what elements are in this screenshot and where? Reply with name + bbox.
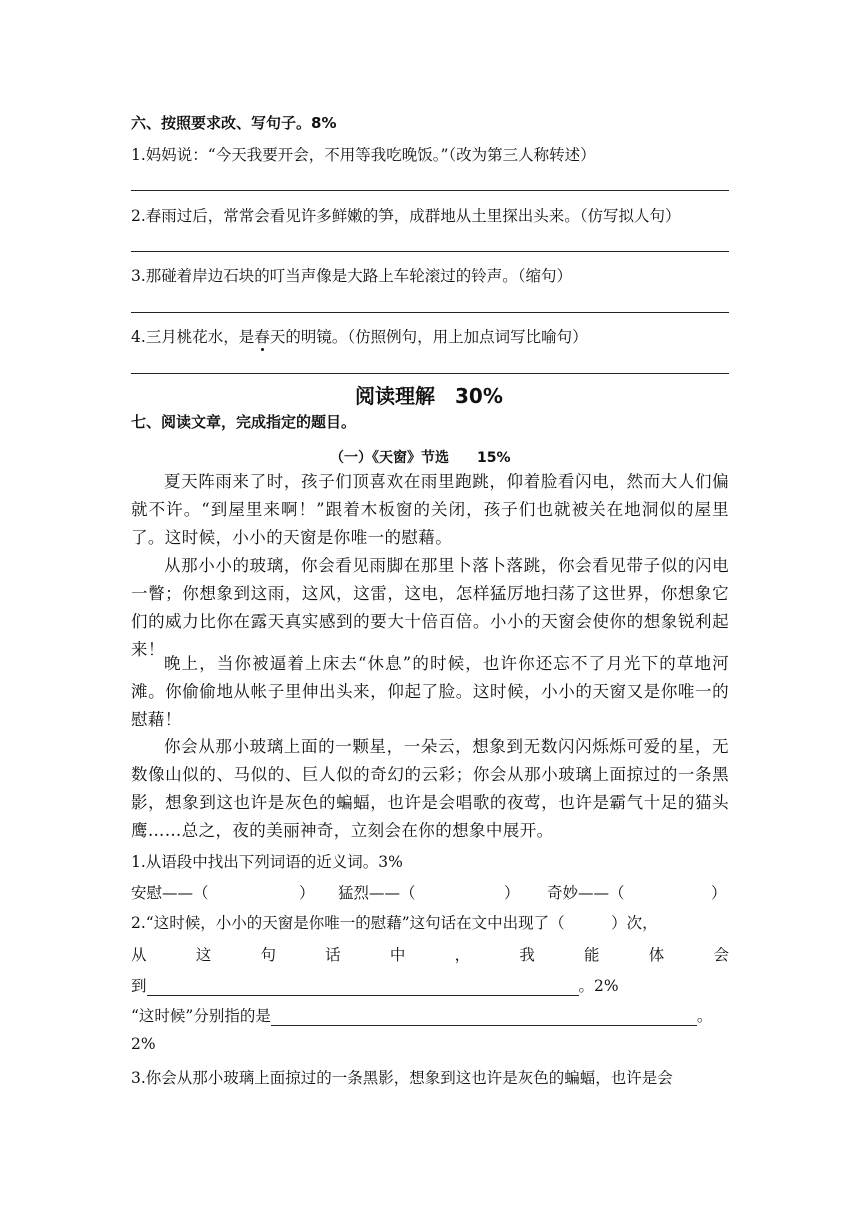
question-6-2: 2.春雨过后，常常会看见许多鲜嫩的笋，成群地从土里探出头来。（仿写拟人句） [131,207,681,225]
section-7-heading: 七、阅读文章，完成指定的题目。 [131,413,357,431]
spread-char: 能 [584,946,600,964]
question-6-4 [131,325,588,347]
spread-char: 句 [260,946,276,964]
answer-line [131,190,729,191]
fill-blank[interactable] [147,979,579,996]
spread-char: 我 [519,946,535,964]
question-6-3: 3.那碰着岸边石块的叮当声像是大路上车轮滚过的铃声。（缩句） [131,267,573,285]
answer-line [131,251,729,252]
fill-prefix: 到 [131,977,147,995]
question-7-3: 3.你会从那小玻璃上面掠过的一条黑影，想象到这也许是灰色的蝙蝠，也许是会 [131,1069,673,1087]
passage-title: （一）《天窗》节选 15% [330,450,511,466]
reading-title: 阅读理解 30% [355,384,503,408]
passage-paragraph-2: 从那小小的玻璃，你会看见雨脚在那里卜落卜落跳，你会看见带子似的闪电一瞥；你想象到这雨，这风，这雷，这电，怎样猛厉地扫荡了这世界，你想象它们的威力比你在露天真实感到的要大十倍百倍。小小的天窗会使你的想象锐利起来！ [131,556,729,659]
spread-char: ， [454,946,471,964]
fill-suffix: 。 [696,1007,713,1025]
question-7-2-spread-line [131,943,729,965]
synonym-item-3: 奇妙——（ [547,884,625,902]
spread-char: 体 [648,946,665,964]
passage-paragraph-3: 晚上，当你被逼着上床去“休息”的时候，也许你还忘不了月光下的草地河滩。你偷偷地从帐子里伸出头来，仰起了脸。这时候，小小的天窗又是你唯一的慰藉！ [131,654,729,729]
question-6-4-text-before: 4.三月桃花水，是 [131,328,255,346]
fill-suffix: 。2% [578,977,619,995]
spread-char: 中 [389,946,406,964]
synonym-close-3: ） [711,884,727,902]
synonym-close-2: ） [504,884,520,902]
question-7-1: 1.从语段中找出下列词语的近义词。3% [131,853,403,871]
question-6-1: 1.妈妈说：“今天我要开会，不用等我吃晚饭。”（改为第三人称转述） [131,146,596,164]
passage-paragraph-1: 夏天阵雨来了时，孩子们顶喜欢在雨里跑跳，仰着脸看闪电，然而大人们偏就不许。“到屋里来啊！”跟着木板窗的关闭，孩子们也就被关在地洞似的屋里了。这时候，小小的天窗是你唯一的慰藉。 [131,472,729,547]
synonym-item-1: 安慰——（ [131,884,209,902]
section-6-heading: 六、按照要求改、写句子。8% [131,114,337,132]
fill-blank[interactable] [271,1009,697,1026]
question-7-2: 2.“这时候，小小的天窗是你唯一的慰藉”这句话在文中出现了（ ）次， [131,914,658,932]
score-label: 2% [131,1035,156,1053]
question-7-2-fill-line-2 [131,1004,712,1026]
question-7-2-fill-line-1 [131,974,619,996]
question-6-4-text-after: 天的明镜。（仿照例句，用上加点词写比喻句） [269,328,588,346]
answer-line [131,373,729,374]
emphasis-dot-char: 春 [254,328,270,346]
spread-char: 话 [325,946,341,964]
spread-char: 这 [195,946,212,964]
fill-prefix: “这时候”分别指的是 [131,1007,271,1025]
spread-char: 从 [131,946,147,964]
spread-char: 会 [713,946,729,964]
passage-paragraph-4: 你会从那小玻璃上面的一颗星，一朵云，想象到无数闪闪烁烁可爱的星，无数像山似的、马似的、巨人似的奇幻的云彩；你会从那小玻璃上面掠过的一条黑影，想象到这也许是灰色的蝙蝠，也许是会唱歌的夜莺，也许是霸气十足的猫头鹰……总之，夜的美丽神奇，立刻会在你的想象中展开。 [131,737,729,840]
answer-line [131,312,729,313]
synonym-close-1: ） [299,884,315,902]
synonym-item-2: 猛烈——（ [338,884,416,902]
